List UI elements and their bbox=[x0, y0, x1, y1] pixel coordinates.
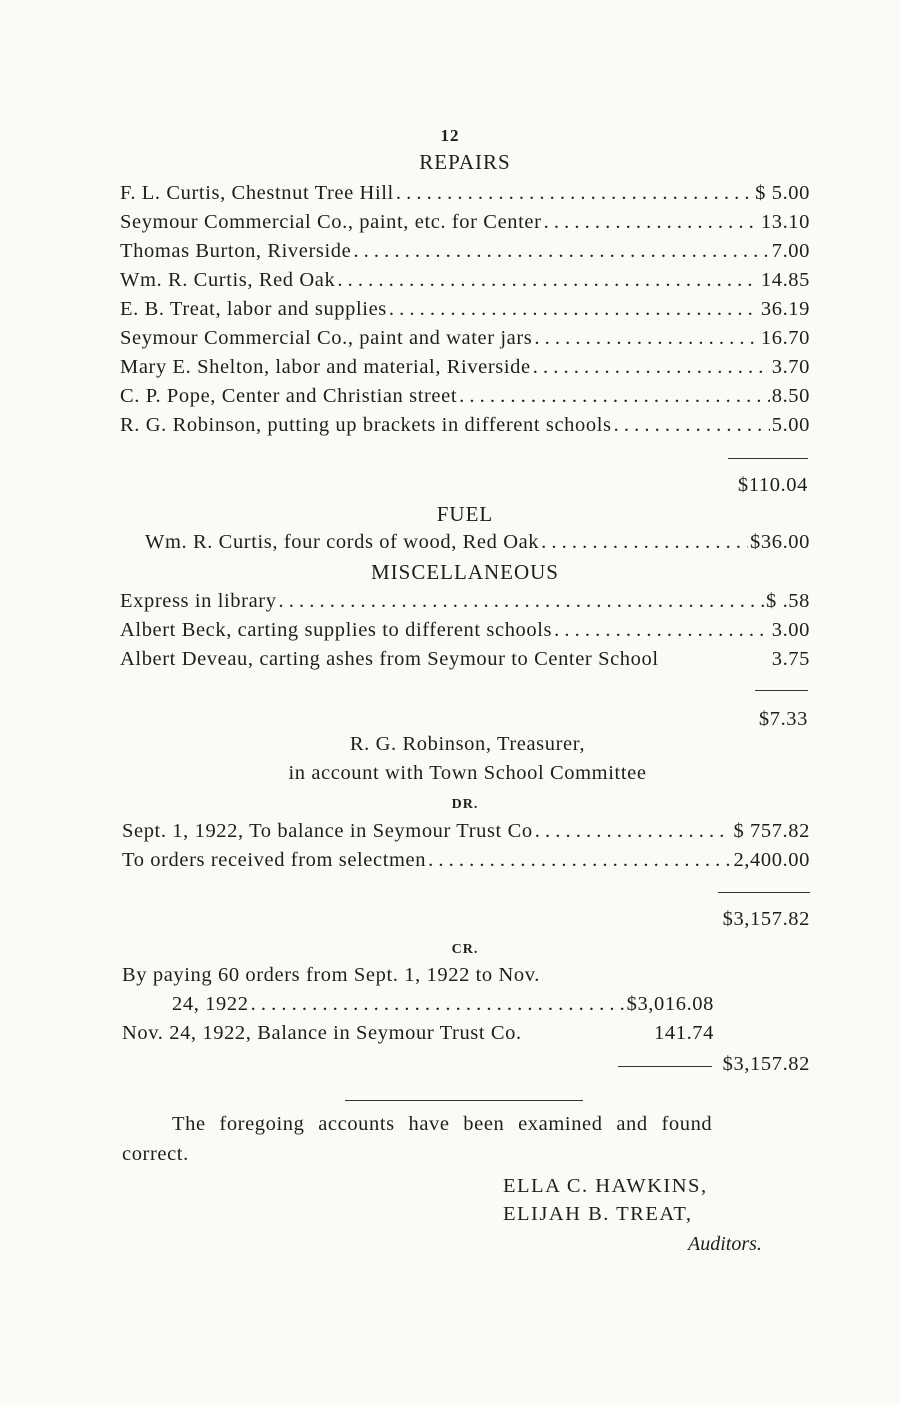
list-item bbox=[120, 182, 810, 210]
item-amount: 2,400.00 bbox=[733, 849, 810, 871]
item-label: To orders received from selectmen bbox=[122, 849, 427, 871]
section-divider bbox=[345, 1100, 583, 1101]
item-amount: 14.85 bbox=[760, 269, 810, 291]
item-amount: $3,016.08 bbox=[626, 993, 714, 1015]
item-label: Seymour Commercial Co., paint and water jars bbox=[120, 327, 533, 349]
item-amount: 8.50 bbox=[771, 385, 810, 407]
list-item bbox=[120, 327, 810, 355]
list-item bbox=[120, 648, 810, 676]
fuel-heading: FUEL bbox=[436, 502, 494, 526]
item-label: Nov. 24, 1922, Balance in Seymour Trust Co. bbox=[122, 1022, 522, 1044]
item-label: Albert Deveau, carting ashes from Seymour to Center School bbox=[120, 648, 659, 670]
certification-line-2: correct. bbox=[122, 1143, 189, 1165]
item-label: Albert Beck, carting supplies to different schools bbox=[120, 619, 553, 641]
item-amount: 3.75 bbox=[771, 648, 810, 670]
miscellaneous-total: $7.33 bbox=[758, 708, 808, 730]
repairs-total: $110.04 bbox=[737, 474, 808, 496]
item-label: Thomas Burton, Riverside bbox=[120, 240, 352, 262]
treasurer-title: R. G. Robinson, Treasurer, bbox=[349, 733, 586, 755]
item-amount: 5.00 bbox=[771, 414, 810, 436]
page-number: 12 bbox=[440, 126, 460, 145]
repairs-heading: REPAIRS bbox=[419, 150, 511, 174]
certification-text: The foregoing accounts have been examined and found bbox=[172, 1113, 713, 1135]
auditors-role: Auditors. bbox=[688, 1233, 762, 1255]
list-item bbox=[120, 211, 810, 239]
item-label: Wm. R. Curtis, Red Oak bbox=[120, 269, 336, 291]
item-label: Seymour Commercial Co., paint, etc. for Center bbox=[120, 211, 542, 233]
credit-total: $3,157.82 bbox=[722, 1053, 810, 1075]
item-amount: 7.00 bbox=[771, 240, 810, 262]
item-label: Express in library bbox=[120, 590, 277, 612]
credit-label: CR. bbox=[451, 942, 479, 957]
credit-line-1: By paying 60 orders from Sept. 1, 1922 to Nov. bbox=[122, 964, 541, 986]
debit-total-rule bbox=[718, 892, 810, 893]
item-amount: 36.19 bbox=[760, 298, 810, 320]
repairs-total-rule bbox=[728, 458, 808, 459]
list-item bbox=[172, 993, 714, 1021]
item-label: F. L. Curtis, Chestnut Tree Hill bbox=[120, 182, 394, 204]
item-amount: $ .58 bbox=[766, 590, 810, 612]
item-amount: $36.00 bbox=[750, 531, 810, 553]
list-item bbox=[120, 414, 810, 442]
list-item bbox=[120, 590, 810, 618]
list-item bbox=[120, 385, 810, 413]
list-item bbox=[120, 269, 810, 297]
item-label: Mary E. Shelton, labor and material, Riverside bbox=[120, 356, 531, 378]
certification-line-1 bbox=[172, 1113, 810, 1136]
list-item bbox=[145, 531, 810, 559]
item-amount: 141.74 bbox=[654, 1022, 714, 1044]
item-label: E. B. Treat, labor and supplies bbox=[120, 298, 387, 320]
item-amount: 13.10 bbox=[760, 211, 810, 233]
debit-label: DR. bbox=[451, 797, 479, 812]
list-item bbox=[120, 619, 810, 647]
item-label: 24, 1922 bbox=[172, 993, 249, 1015]
item-label: C. P. Pope, Center and Christian street bbox=[120, 385, 458, 407]
item-amount: $ 757.82 bbox=[733, 820, 810, 842]
item-label: R. G. Robinson, putting up brackets in different schools bbox=[120, 414, 612, 436]
miscellaneous-total-rule bbox=[755, 690, 808, 691]
item-amount: 3.70 bbox=[771, 356, 810, 378]
item-amount: 16.70 bbox=[760, 327, 810, 349]
auditor-signature-2: ELIJAH B. TREAT, bbox=[503, 1203, 693, 1225]
list-item bbox=[120, 298, 810, 326]
list-item bbox=[122, 1022, 714, 1050]
miscellaneous-heading: MISCELLANEOUS bbox=[370, 560, 559, 584]
item-amount: $ 5.00 bbox=[755, 182, 810, 204]
item-amount: 3.00 bbox=[771, 619, 810, 641]
list-item bbox=[122, 849, 810, 877]
list-item bbox=[120, 356, 810, 384]
auditor-signature-1: ELLA C. HAWKINS, bbox=[503, 1175, 708, 1197]
list-item bbox=[122, 820, 810, 848]
treasurer-subtitle: in account with Town School Committee bbox=[288, 762, 647, 784]
item-label: Sept. 1, 1922, To balance in Seymour Trust Co bbox=[122, 820, 533, 842]
item-label: Wm. R. Curtis, four cords of wood, Red Oak bbox=[145, 531, 540, 553]
debit-total: $3,157.82 bbox=[722, 908, 810, 930]
list-item bbox=[120, 240, 810, 268]
